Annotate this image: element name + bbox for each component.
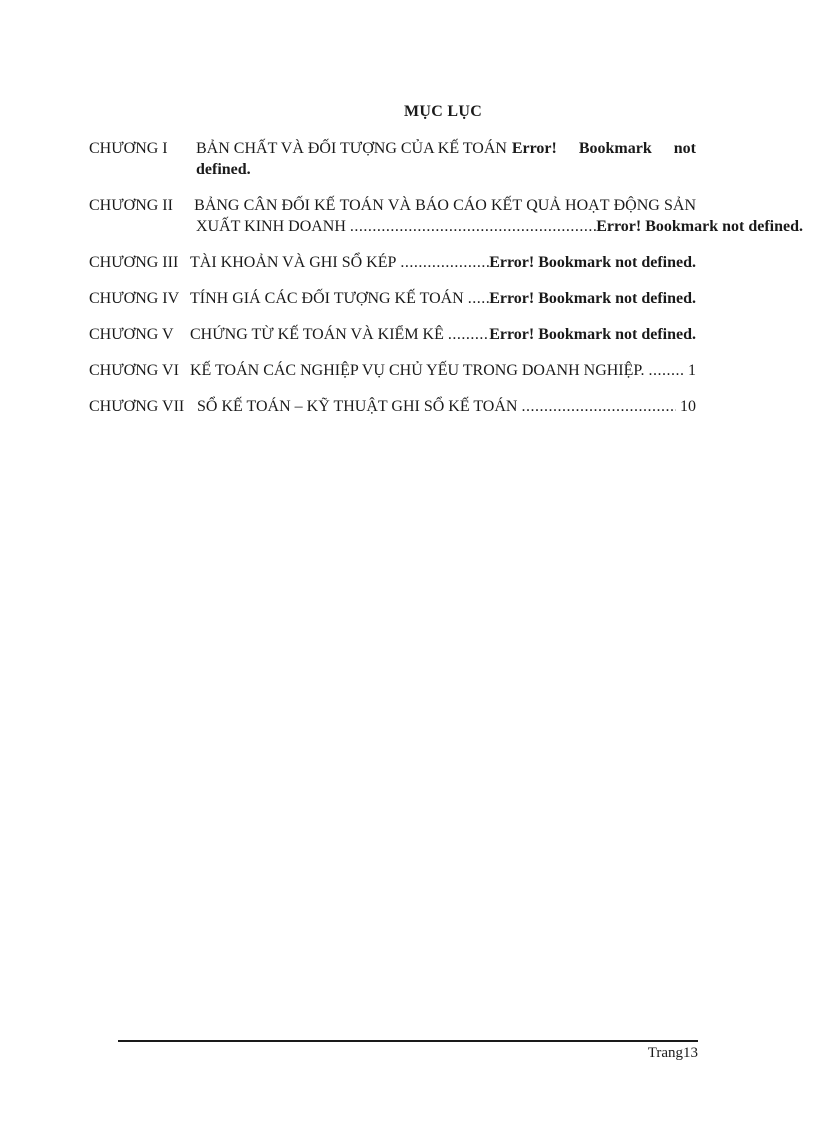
toc-entry-title-word: KẾ: [314, 197, 336, 214]
toc-entry-chapter-label: CHƯƠNG II: [89, 197, 173, 214]
toc-leader-dots: [468, 288, 489, 309]
toc-entry-continuation-line: [89, 216, 803, 237]
toc-leader-dots: [448, 324, 489, 345]
toc-entry-continuation: XUẤT KINH DOANH: [196, 218, 346, 235]
toc-title: MỤC LỤC: [403, 103, 483, 120]
toc-entry-chapter-5[interactable]: [89, 324, 696, 345]
toc-entry-title-word: BẢNG: [194, 197, 240, 214]
toc-entry-error-word: Error!: [511, 140, 557, 157]
toc-entry-page-ref: Error! Bookmark not defined.: [596, 218, 803, 235]
toc-entry-chapter-1[interactable]: [89, 138, 696, 180]
toc-entry-title-word: CÂN: [243, 197, 278, 214]
toc-entry-title: CHỨNG TỪ KẾ TOÁN VÀ KIỂM KÊ: [190, 326, 444, 343]
toc-entry-chapter-label: CHƯƠNG III: [89, 254, 179, 271]
toc-entry-title-word: ĐỐI: [281, 197, 310, 214]
toc-entry-title-word: ĐỘNG: [613, 197, 660, 214]
toc-entry-chapter-label: CHƯƠNG VI: [89, 362, 179, 379]
toc-entry-title-word: TOÁN: [339, 197, 384, 214]
toc-entry-title: SỔ KẾ TOÁN – KỸ THUẬT GHI SỔ KẾ TOÁN: [197, 398, 518, 415]
toc-entry-title: BẢN CHẤT VÀ ĐỐI TƯỢNG CỦA KẾ TOÁN: [196, 140, 507, 157]
toc-entry-title-word: CÁO: [453, 197, 487, 214]
toc-entry-page-ref: 10: [680, 398, 696, 415]
toc-leader-dots: [649, 360, 684, 381]
toc-entry-page-ref: Error! Bookmark not defined.: [489, 254, 696, 271]
toc-entry-chapter-6[interactable]: [89, 360, 696, 381]
toc-entry-error-word: Bookmark: [578, 140, 652, 157]
toc-entry-error-word: not: [673, 140, 696, 157]
toc-leader-dots: [400, 252, 489, 273]
toc-entry-title: TÍNH GIÁ CÁC ĐỐI TƯỢNG KẾ TOÁN: [190, 290, 464, 307]
toc-entry-title-word: QUẢ: [526, 197, 561, 214]
toc-entry-chapter-4[interactable]: [89, 288, 696, 309]
toc-entry-title-word: BÁO: [415, 197, 449, 214]
toc-entry-page-ref: Error! Bookmark not defined.: [489, 326, 696, 343]
toc-entry-title-word: VÀ: [387, 197, 411, 214]
toc-entry-chapter-3[interactable]: [89, 252, 696, 273]
toc-entry-title-word: KẾT: [490, 197, 523, 214]
toc-leader-dots: [350, 216, 596, 237]
toc-entry-continuation: defined.: [196, 161, 251, 178]
toc-entry-title-word: SẢN: [663, 197, 696, 214]
toc-entry-page-ref: Error! Bookmark not defined.: [489, 290, 696, 307]
footer-divider: [118, 1040, 698, 1042]
toc-entry-chapter-label: CHƯƠNG IV: [89, 290, 180, 307]
toc-entry-title-word: HOẠT: [565, 197, 610, 214]
toc-entry-chapter-2[interactable]: [89, 195, 803, 237]
toc-entry-chapter-label: CHƯƠNG V: [89, 326, 174, 343]
toc-list: [89, 138, 803, 432]
toc-leader-dots: [521, 396, 676, 417]
footer-page-number: Trang13: [647, 1045, 698, 1061]
toc-entry-page-ref: 1: [688, 362, 696, 379]
toc-entry-title: TÀI KHOẢN VÀ GHI SỔ KÉP: [190, 254, 397, 271]
toc-entry-chapter-label: CHƯƠNG I: [89, 140, 168, 157]
toc-entry-chapter-label: CHƯƠNG VII: [89, 398, 185, 415]
toc-entry-chapter-7[interactable]: [89, 396, 696, 417]
toc-entry-title: KẾ TOÁN CÁC NGHIỆP VỤ CHỦ YẾU TRONG DOANH NGHIỆP.: [190, 362, 645, 379]
